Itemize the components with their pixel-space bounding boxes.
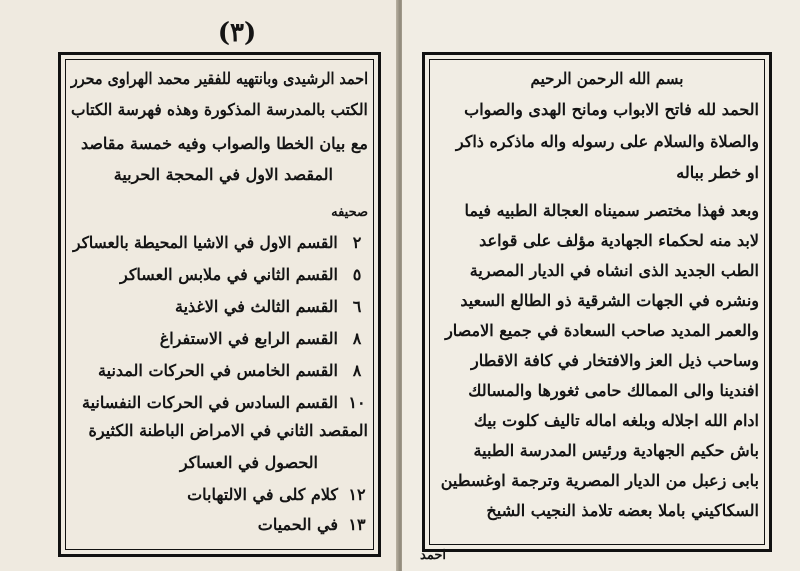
right-page <box>402 0 800 571</box>
text-line: وبعد فهذا مختصر سميناه العجالة الطبيه فيما <box>464 201 759 220</box>
toc-page: ١٣ <box>348 515 366 534</box>
basmala: بسم الله الرحمن الرحيم <box>530 69 684 88</box>
page-number: (٣) <box>217 18 257 48</box>
toc-page: ١٠ <box>348 393 366 412</box>
intro-line: الكتب بالمدرسة المذكورة وهذه فهرسة الكتاب <box>71 100 368 119</box>
column-header: صحيفه <box>331 205 368 220</box>
toc-page: ٢ <box>352 233 362 252</box>
text-line: الطب الجديد الذى انشاه في الديار المصرية <box>469 261 759 280</box>
text-line: والعمر المديد صاحب السعادة في جميع الامصار <box>445 321 759 340</box>
section-heading: المقصد الاول في المحجة الحربية <box>113 165 333 184</box>
text-line: والصلاة والسلام على رسوله واله ماذكره ذاكر <box>455 132 759 151</box>
toc-title: القسم الثاني في ملابس العساكر <box>119 265 338 284</box>
text-line: السكاكيني باملا بعضه تلامذ النجيب الشيخ <box>486 501 759 520</box>
toc-entry <box>69 297 368 323</box>
catchword: احمد <box>420 548 446 563</box>
toc-entry <box>69 361 368 387</box>
toc-page: ٨ <box>352 329 362 348</box>
toc-entry <box>69 485 368 511</box>
text-line: وساحب ذيل العز والافتخار في كافة الاقطار <box>471 351 759 370</box>
section-heading: المقصد الثاني في الامراض الباطنة الكثيرة <box>88 421 368 440</box>
text-line: افندينا والى الممالك حامى ثغورها والمسالك <box>468 381 759 400</box>
toc-page: ٦ <box>352 297 362 316</box>
toc-entry <box>69 393 368 419</box>
right-page-frame <box>422 52 772 552</box>
toc-title: في الحميات <box>257 515 338 534</box>
text-line: باش حكيم الجهادية ورئيس المدرسة الطبية <box>473 441 759 460</box>
toc-entry <box>69 265 368 291</box>
intro-line: احمد الرشيدى وبانتهيه للفقير محمد الهراوى محرر <box>70 69 368 88</box>
text-line: ونشره في الجهات الشرقية ذو الطالع السعيد <box>460 291 759 310</box>
toc-entry <box>69 329 368 355</box>
text-line: ادام الله اجلاله وبلغه اماله تاليف كلوت بيك <box>473 411 759 430</box>
toc-entry <box>69 515 368 541</box>
toc-page: ٨ <box>352 361 362 380</box>
toc-title: كلام كلى في الالتهابات <box>187 485 338 504</box>
toc-title: القسم الاول في الاشيا المحيطة بالعساكر <box>73 233 338 252</box>
text-line: بابى زعبل من الديار المصرية وترجمة اوغسطين <box>440 471 759 490</box>
toc-entry <box>69 233 368 259</box>
left-page <box>0 0 398 571</box>
text-line: لابد منه لحكماء الجهادية مؤلف على قواعد <box>479 231 759 250</box>
toc-title: القسم الثالث في الاغذية <box>174 297 338 316</box>
toc-title: القسم السادس في الحركات النفسانية <box>81 393 338 412</box>
toc-page: ٥ <box>352 265 362 284</box>
toc-title: القسم الرابع في الاستفراغ <box>159 329 338 348</box>
toc-page: ١٢ <box>348 485 366 504</box>
intro-line: مع بيان الخطا والصواب وفيه خمسة مقاصد <box>80 134 368 153</box>
toc-title: القسم الخامس في الحركات المدنية <box>98 361 338 380</box>
section-heading-cont: الحصول في العساكر <box>179 453 318 472</box>
text-line: او خطر بباله <box>676 163 759 182</box>
text-line: الحمد لله فاتح الابواب ومانح الهدى والصواب <box>464 100 759 119</box>
left-page-frame <box>58 52 381 557</box>
